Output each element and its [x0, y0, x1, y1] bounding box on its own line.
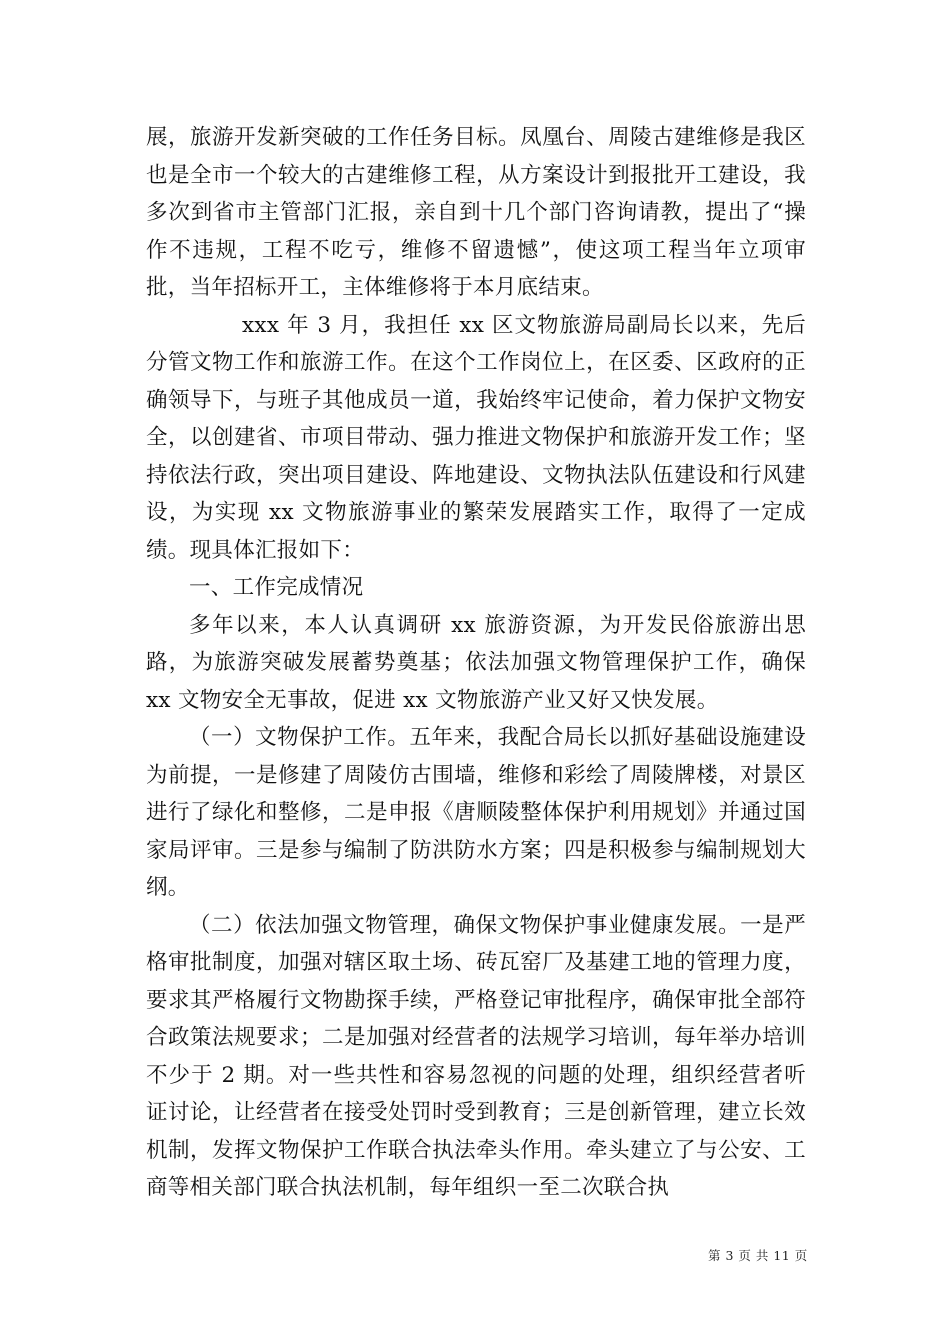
paragraph-law-enforcement: （二）依法加强文物管理，确保文物保护事业健康发展。一是严格审批制度，加强对辖区取土场、砖瓦窑厂及基建工地的管理力度，要求其严格履行文物勘探手续，严格登记审批程序，确保审批全部符合政策法规要求；二是加强对经营者的法规学习培训，每年举办培训不少于 2 期。对一些共性和容易忽视的问题的处理，组织经营者听证讨论，让经营者在接受处罚时受到教育；三是创新管理，建立长效机制，发挥文物保护工作联合执法牵头作用。牵头建立了与公安、工商等相关部门联合执法机制，每年组织一至二次联合执: [146, 912, 806, 1200]
section-heading-work-completion: 一、工作完成情况: [189, 575, 364, 600]
paragraph-relic-protection: （一）文物保护工作。五年来，我配合局长以抓好基础设施建设为前提，一是修建了周陵仿古围墙，维修和彩绘了周陵牌楼，对景区进行了绿化和整修，二是申报《唐顺陵整体保护利用规划》并通过国家局评审。三是参与编制了防洪防水方案；四是积极参与编制规划大纲。: [146, 725, 806, 900]
paragraph-continuation: 展，旅游开发新突破的工作任务目标。凤凰台、周陵古建维修是我区也是全市一个较大的古建维修工程，从方案设计到报批开工建设，我多次到省市主管部门汇报，亲自到十几个部门咨询请教，提出了“操作不违规，工程不吃亏，维修不留遗憾”，使这项工程当年立项审批，当年招标开工，主体维修将于本月底结束。: [146, 125, 806, 300]
page-number-footer: 第 3 页 共 11 页: [708, 1248, 808, 1263]
document-body: [146, 119, 806, 1207]
paragraph-appointment: xxx 年 3 月，我担任 xx 区文物旅游局副局长以来，先后分管文物工作和旅游工作。在这个工作岗位上，在区委、区政府的正确领导下，与班子其他成员一道，我始终牢记使命，着力保护文物安全，以创建省、市项目带动、强力推进文物保护和旅游开发工作；坚持依法行政，突出项目建设、阵地建设、文物执法队伍建设和行风建设，为实现 xx 文物旅游事业的繁荣发展踏实工作，取得了一定成绩。现具体汇报如下：: [146, 312, 806, 563]
paragraph-overview: 多年以来，本人认真调研 xx 旅游资源，为开发民俗旅游出思路，为旅游突破发展蓄势奠基；依法加强文物管理保护工作，确保 xx 文物安全无事故，促进 xx 文物旅游产业又好又快发展。: [146, 612, 806, 713]
